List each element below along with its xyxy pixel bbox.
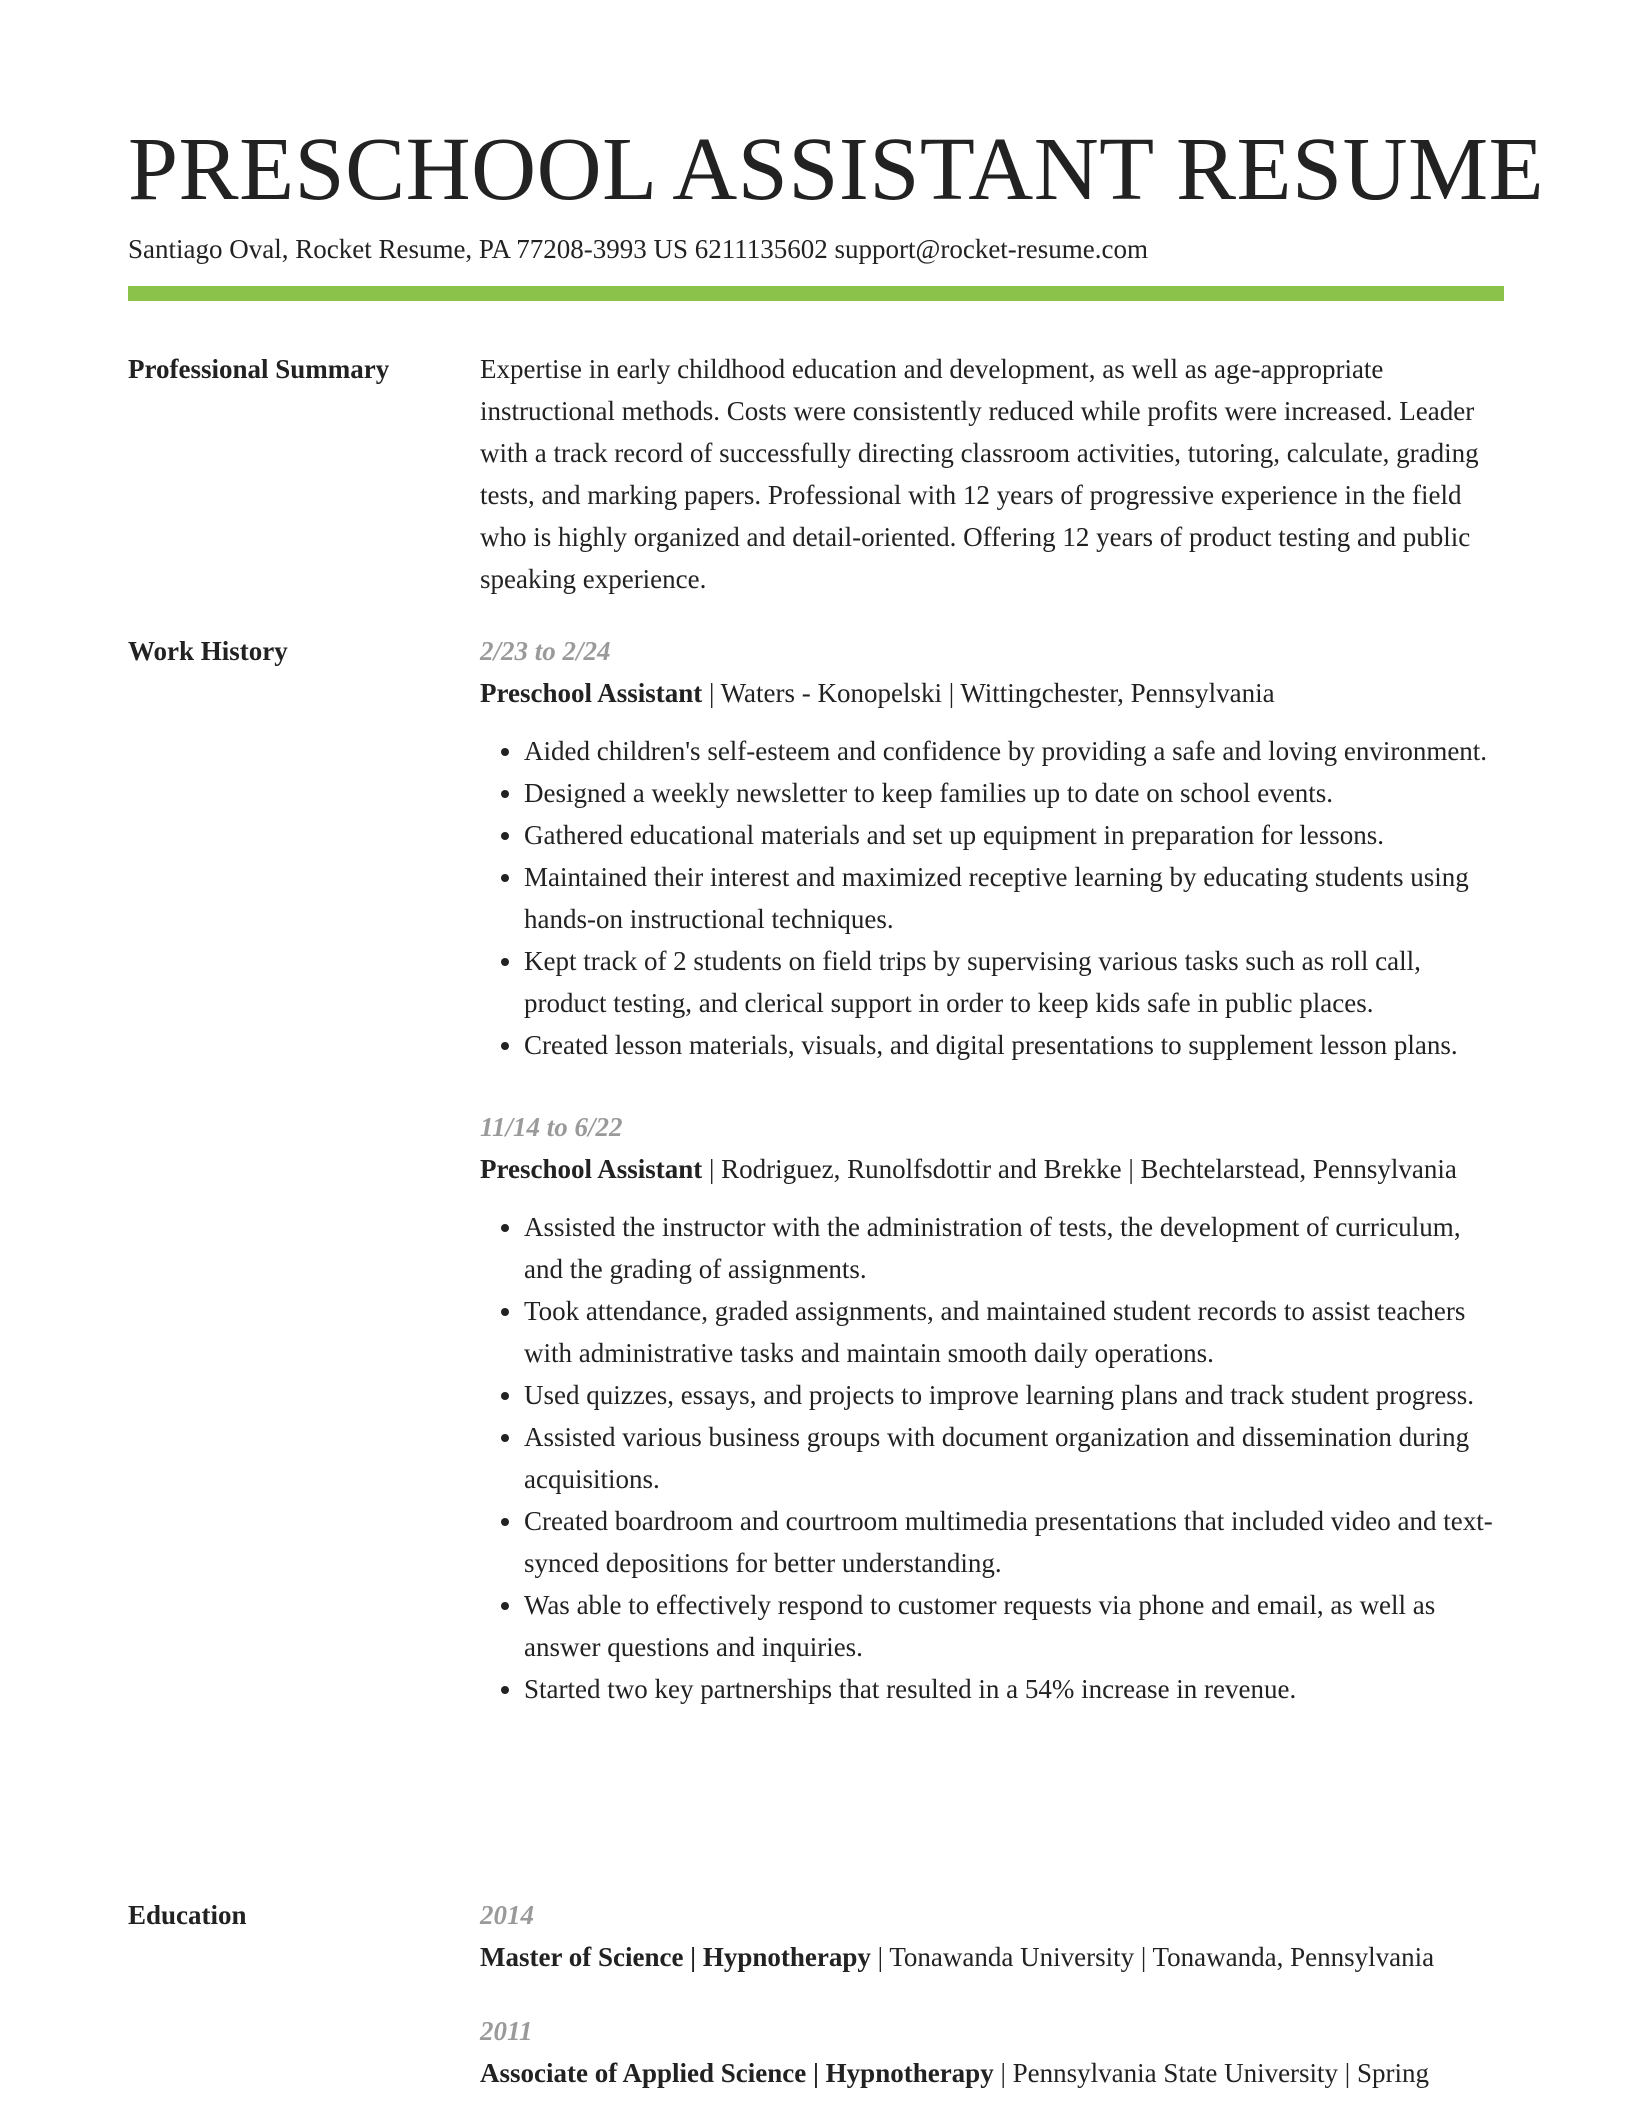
- list-item: • Assisted various business groups with document organization and dissemination during acquisitions.: [524, 1416, 1504, 1500]
- job-role-line: [480, 672, 1504, 714]
- education-label: Education: [128, 1900, 247, 1930]
- summary-body: [480, 348, 1504, 600]
- list-item: • Assisted the instructor with the administration of tests, the development of curriculum, and the grading of assignments.: [524, 1206, 1504, 1290]
- education-degree: Master of Science | Hypnotherapy: [480, 1942, 871, 1972]
- education-line: [480, 2052, 1504, 2094]
- resume-title: PRESCHOOL ASSISTANT RESUME: [128, 120, 1545, 219]
- education-entry-2: [480, 2010, 1504, 2094]
- list-item: • Maintained their interest and maximized receptive learning by educating students using hands-on instructional techniques.: [524, 856, 1504, 940]
- job-dates: 2/23 to 2/24: [480, 636, 611, 666]
- list-item: • Started two key partnerships that resulted in a 54% increase in revenue.: [524, 1668, 1504, 1710]
- education-body: [480, 1894, 1504, 2126]
- job-dates: 11/14 to 6/22: [480, 1112, 623, 1142]
- job-bullets: [480, 730, 1504, 1066]
- work-history-body: [480, 630, 1504, 1742]
- education-entry-1: [480, 1894, 1504, 1978]
- list-item: • Aided children's self-esteem and confidence by providing a safe and loving environment.: [524, 730, 1504, 772]
- list-item: • Gathered educational materials and set up equipment in preparation for lessons.: [524, 814, 1504, 856]
- contact-line: Santiago Oval, Rocket Resume, PA 77208-3993 US 6211135602 support@rocket-resume.com: [128, 234, 1149, 264]
- list-item: • Used quizzes, essays, and projects to improve learning plans and track student progress.: [524, 1374, 1504, 1416]
- list-item: • Designed a weekly newsletter to keep families up to date on school events.: [524, 772, 1504, 814]
- list-item: • Kept track of 2 students on field trips by supervising various tasks such as roll call, product testing, and clerical support in order to keep kids safe in public places.: [524, 940, 1504, 1024]
- education-year: 2014: [480, 1900, 534, 1930]
- job-bullets: [480, 1206, 1504, 1710]
- summary-text: Expertise in early childhood education and development, as well as age-appropriate instructional methods. Costs were consistently reduced while profits were increased. Leader with a track record of successfully directing classroom activities, tutoring, calculate, grading tests, and marking papers. Professional with 12 years of progressive experience in the field who is highly organized and detail-oriented. Offering 12 years of product testing and public speaking experience.: [480, 354, 1479, 594]
- header-divider: [128, 286, 1504, 301]
- list-item: • Took attendance, graded assignments, and maintained student records to assist teachers with administrative tasks and maintain smooth daily operations.: [524, 1290, 1504, 1374]
- work-history-label: Work History: [128, 636, 288, 666]
- summary-label: Professional Summary: [128, 354, 390, 384]
- job-entry-2: [480, 1106, 1504, 1710]
- education-details: | Tonawanda University | Tonawanda, Pennsylvania: [870, 1942, 1435, 1972]
- list-item: • Created lesson materials, visuals, and digital presentations to supplement lesson plans.: [524, 1024, 1504, 1066]
- list-item: • Was able to effectively respond to customer requests via phone and email, as well as answer questions and inquiries.: [524, 1584, 1504, 1668]
- list-item: • Created boardroom and courtroom multimedia presentations that included video and text-synced depositions for better understanding.: [524, 1500, 1504, 1584]
- job-details: | Waters - Konopelski | Wittingchester, Pennsylvania: [702, 678, 1275, 708]
- job-entry-1: [480, 630, 1504, 1066]
- job-title: Preschool Assistant: [480, 678, 703, 708]
- education-details: | Pennsylvania State University | Spring: [993, 2058, 1429, 2088]
- education-line: [480, 1936, 1504, 1978]
- job-title: Preschool Assistant: [480, 1154, 703, 1184]
- job-role-line: [480, 1148, 1504, 1190]
- education-degree: Associate of Applied Science | Hypnotherapy: [480, 2058, 994, 2088]
- education-year: 2011: [480, 2016, 533, 2046]
- job-details: | Rodriguez, Runolfsdottir and Brekke | Bechtelarstead, Pennsylvania: [702, 1154, 1457, 1184]
